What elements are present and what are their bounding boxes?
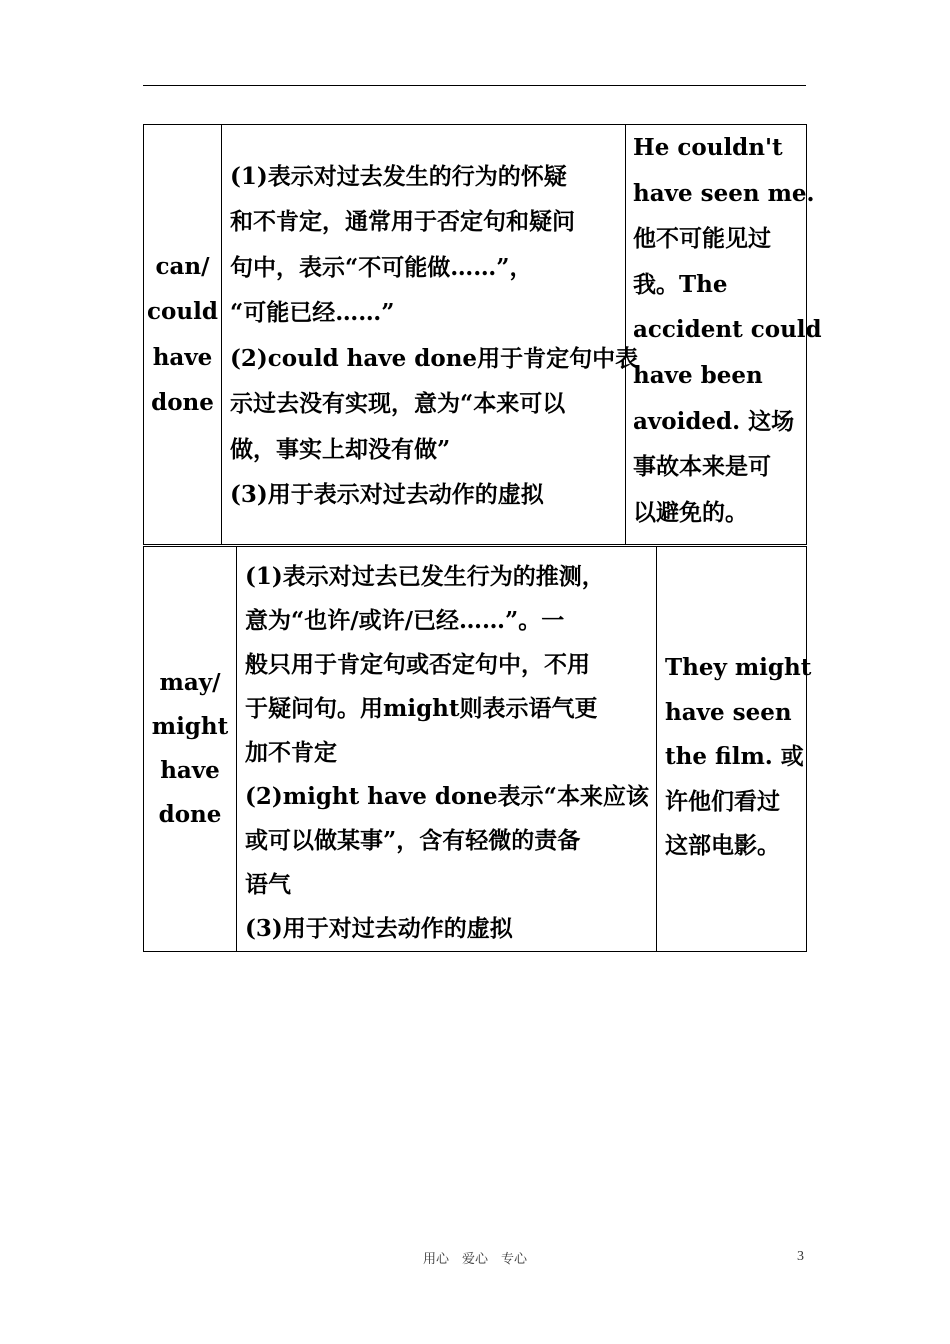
usage-line: (2)could have done用于肯定句中表: [230, 344, 639, 372]
usage-cell: [237, 547, 657, 952]
modal-line: have: [152, 343, 213, 371]
usage-cell: [222, 125, 639, 545]
grammar-table-may-might: [143, 546, 812, 952]
usage-line: 或可以做某事”，含有轻微的责备: [245, 827, 581, 854]
grammar-table-can-could: [143, 124, 822, 545]
example-line: have been: [633, 361, 763, 389]
example-line: have seen me.: [633, 179, 815, 207]
modal-line: done: [158, 801, 222, 828]
footer-motto: 用心 爱心 专心: [422, 1252, 527, 1267]
table-row: [144, 547, 807, 952]
usage-line: 示过去没有实现，意为“本来可以: [230, 390, 566, 417]
usage-line: 和不肯定，通常用于否定句和疑问: [230, 208, 575, 235]
usage-line: 般只用于肯定句或否定句中，不用: [245, 651, 590, 678]
example-line: have seen: [665, 698, 792, 726]
modal-verb-cell: [144, 547, 237, 952]
modal-line: can/: [155, 252, 210, 280]
example-line: the film. 或: [665, 743, 804, 770]
usage-line: 于疑问句。用might则表示语气更: [245, 695, 598, 722]
usage-line: (1)表示对过去发生的行为的怀疑: [230, 162, 567, 190]
example-cell: [626, 125, 822, 545]
example-line: 以避免的。: [633, 498, 748, 526]
usage-line: (2)might have done表示“本来应该: [245, 783, 649, 810]
example-line: accident could: [633, 316, 822, 344]
example-line: They might: [665, 654, 812, 681]
table-row: [144, 125, 807, 545]
modal-line: may/: [159, 669, 221, 696]
usage-line: (3)用于表示对过去动作的虚拟: [230, 481, 544, 508]
modal-line: might: [151, 713, 229, 740]
header-rule: [143, 85, 806, 86]
example-cell: [657, 547, 812, 952]
usage-line: 句中，表示“不可能做……”，: [230, 253, 533, 281]
modal-line: done: [151, 389, 214, 416]
usage-line: (1)表示对过去已发生行为的推测，: [245, 563, 605, 590]
modal-line: could: [147, 298, 218, 325]
example-line: 许他们看过: [665, 787, 780, 815]
modal-verb-cell: [144, 125, 222, 545]
usage-line: 加不肯定: [245, 739, 337, 766]
usage-line: “可能已经……”: [230, 299, 395, 326]
usage-line: (3)用于对过去动作的虚拟: [245, 915, 513, 942]
usage-line: 语气: [245, 871, 291, 898]
example-line: 事故本来是可: [633, 453, 771, 481]
usage-line: 意为“也许/或许/已经……”。一: [245, 607, 565, 634]
example-line: avoided. 这场: [633, 407, 795, 435]
example-line: 他不可能见过: [633, 225, 771, 253]
example-line: He couldn't: [633, 134, 783, 161]
example-line: 这部电影。: [665, 832, 780, 859]
example-line: 我。The: [633, 270, 728, 298]
usage-line: 做，事实上却没有做”: [230, 435, 451, 463]
page-number: 3: [797, 1249, 804, 1264]
modal-line: have: [160, 757, 220, 784]
